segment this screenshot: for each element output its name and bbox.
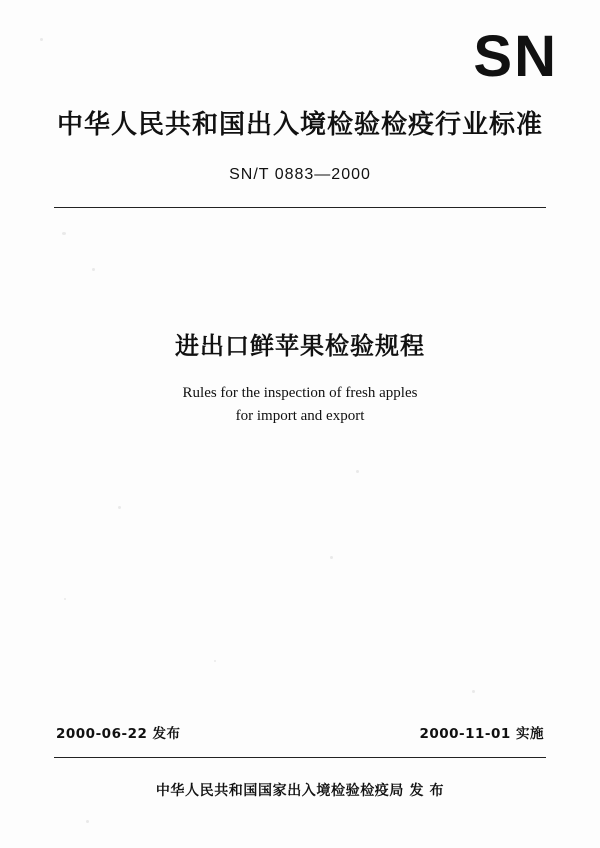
scan-speckle xyxy=(330,556,333,559)
scan-speckle xyxy=(472,690,475,693)
divider-top xyxy=(54,207,546,208)
document-title-english-line2: for import and export xyxy=(235,408,365,425)
standard-code: SN/T 0883—2000 xyxy=(229,166,371,183)
document-title-chinese: 进出口鲜苹果检验规程 xyxy=(175,332,425,360)
scan-speckle xyxy=(356,470,359,473)
sn-logo: SN xyxy=(473,24,558,89)
issuing-organization-title: 中华人民共和国出入境检验检疫行业标准 xyxy=(56,110,543,140)
scan-speckle xyxy=(86,820,89,823)
scan-speckle xyxy=(64,598,66,600)
effective-date: 2000-11-01 实施 xyxy=(419,726,544,742)
scan-speckle xyxy=(214,660,216,662)
footer-dates xyxy=(56,722,544,742)
issuing-authority: 中华人民共和国国家出入境检验检疫局 发 布 xyxy=(155,783,445,799)
scan-speckle xyxy=(118,506,121,509)
document-title-english xyxy=(0,382,600,429)
document-title-english-line1: Rules for the inspection of fresh apples xyxy=(182,385,418,401)
scan-speckle xyxy=(92,268,95,271)
scan-speckle xyxy=(62,232,66,235)
issue-date: 2000-06-22 发布 xyxy=(56,726,181,742)
divider-bottom xyxy=(54,757,546,758)
